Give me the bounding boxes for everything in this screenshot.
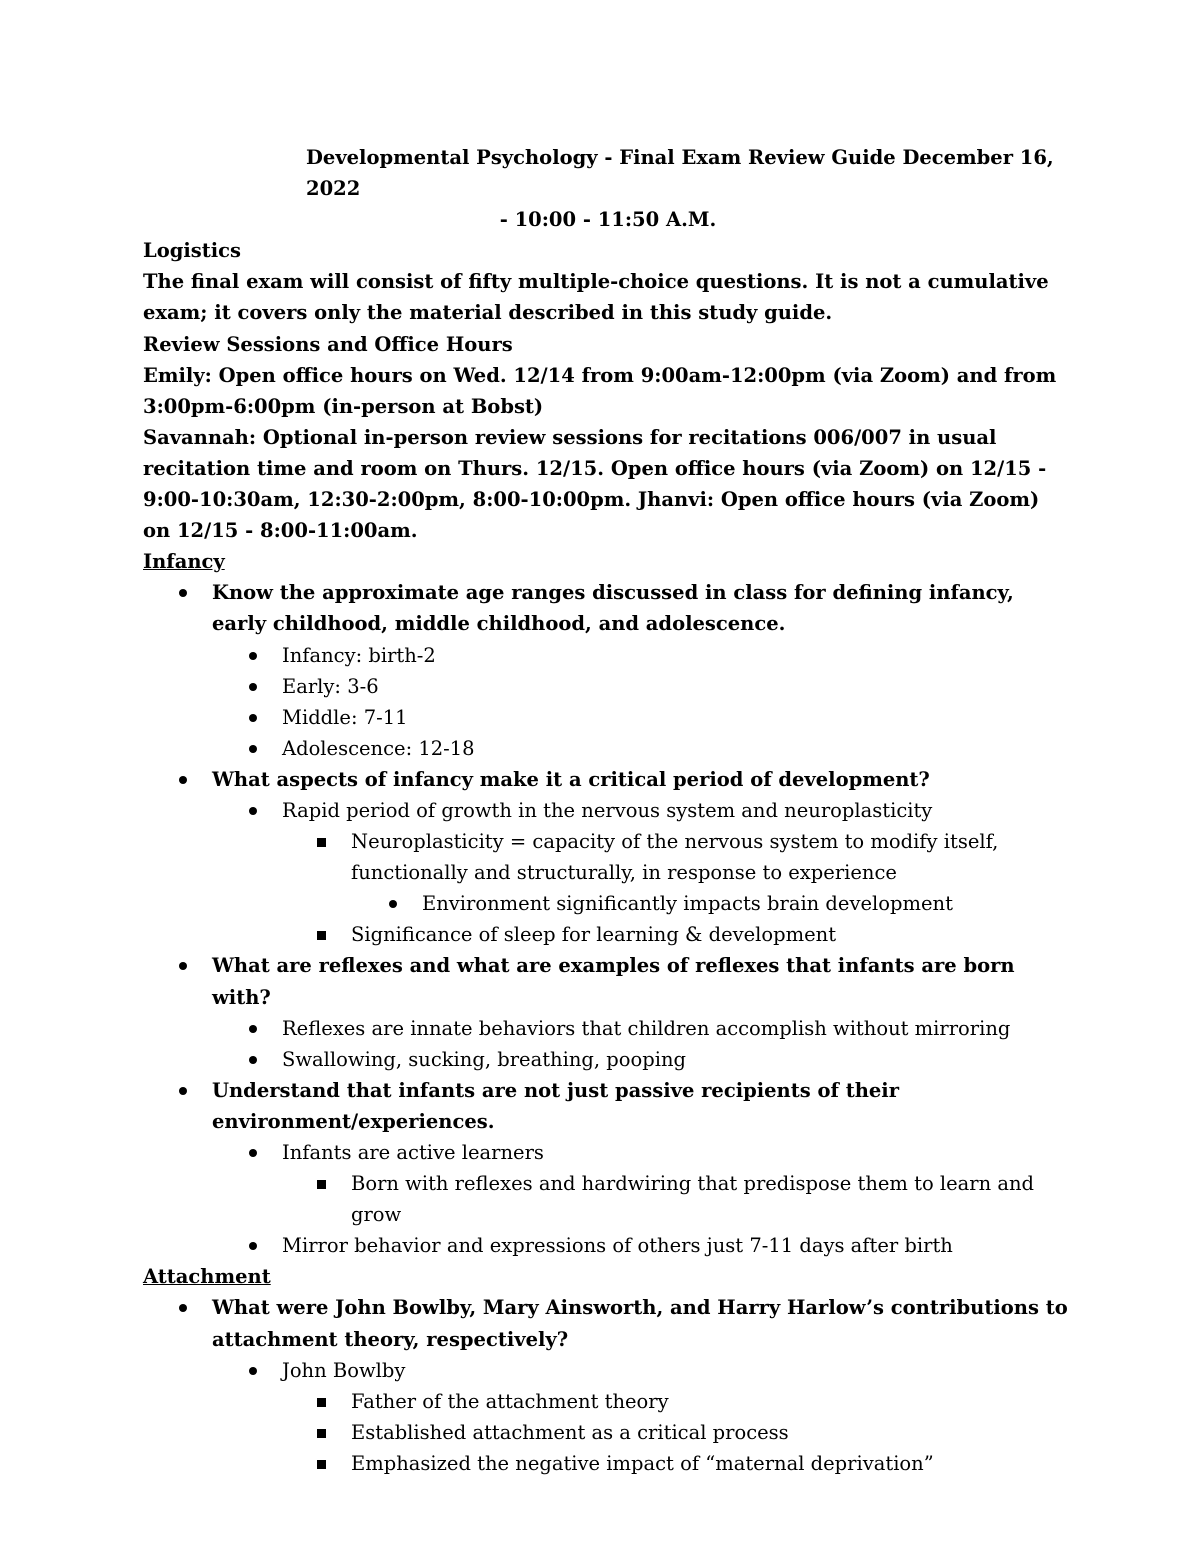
list-item xyxy=(212,1230,1073,1261)
document-title: Developmental Psychology - Final Exam Review Guide December 16, 2022 xyxy=(306,146,1054,201)
attachment-list xyxy=(143,1292,1073,1479)
list-item xyxy=(282,919,1073,950)
bullet-icon xyxy=(249,1149,257,1157)
bullet-icon xyxy=(249,683,257,691)
bullet-icon xyxy=(179,776,187,784)
bullet-icon xyxy=(249,1025,257,1033)
environment-impact-item: Environment significantly impacts brain development xyxy=(422,892,953,916)
list-item xyxy=(212,733,1073,764)
bowlby-contribution: Established attachment as a critical process xyxy=(351,1420,789,1444)
emily-office-hours: Emily: Open office hours on Wed. 12/14 from 9:00am-12:00pm (via Zoom) and from 3:00pm-6:00pm (in-person at Bobst) xyxy=(143,363,1057,418)
list-item xyxy=(212,1355,1073,1479)
list-item xyxy=(212,702,1073,733)
list-item xyxy=(351,888,1073,919)
list-item xyxy=(212,1137,1073,1230)
active-learners-item: Infants are active learners xyxy=(282,1141,544,1164)
list-item xyxy=(143,950,1073,1074)
document-body xyxy=(143,142,1073,1479)
infancy-list xyxy=(143,577,1073,1261)
bullet-icon xyxy=(249,1242,257,1250)
active-learners-list xyxy=(212,1137,1073,1261)
list-item xyxy=(212,640,1073,671)
square-bullet-icon xyxy=(317,838,326,847)
logistics-heading: Logistics xyxy=(143,239,242,263)
list-item xyxy=(143,577,1073,764)
review-sessions-heading: Review Sessions and Office Hours xyxy=(143,332,513,356)
bullet-icon xyxy=(389,900,397,908)
bowlby-item: John Bowlby xyxy=(282,1358,406,1382)
bowlby-contributions-list xyxy=(282,1386,1073,1479)
bullet-icon xyxy=(179,1087,187,1095)
list-item xyxy=(212,795,1073,950)
age-ranges-list xyxy=(212,640,1073,764)
list-item xyxy=(282,1448,1073,1479)
question-attachment-theory: What were John Bowlby, Mary Ainsworth, and Harry Harlow’s contributions to attachment theory, respectively? xyxy=(212,1296,1068,1351)
list-item xyxy=(212,671,1073,702)
age-range-early: Early: 3-6 xyxy=(282,674,379,698)
bowlby-contribution: Emphasized the negative impact of “maternal deprivation” xyxy=(351,1451,934,1475)
list-item xyxy=(143,764,1073,951)
attachment-heading: Attachment xyxy=(143,1265,271,1289)
hardwiring-item: Born with reflexes and hardwiring that predispose them to learn and grow xyxy=(351,1172,1035,1227)
exam-description: The final exam will consist of fifty multiple-choice questions. It is not a cumulative exam; it covers only the material described in this study guide. xyxy=(143,270,1049,325)
age-range-infancy: Infancy: birth-2 xyxy=(282,643,436,667)
bullet-icon xyxy=(249,807,257,815)
list-item xyxy=(212,1013,1073,1044)
bullet-icon xyxy=(249,652,257,660)
list-item xyxy=(282,1417,1073,1448)
theorists-list xyxy=(212,1355,1073,1479)
reflexes-examples: Swallowing, sucking, breathing, pooping xyxy=(282,1047,686,1071)
mirror-behavior-item: Mirror behavior and expressions of others just 7-11 days after birth xyxy=(282,1234,953,1258)
document-title-time: - 10:00 - 11:50 A.M. xyxy=(499,208,717,232)
environment-list xyxy=(351,888,1073,919)
critical-period-list xyxy=(212,795,1073,950)
question-age-ranges: Know the approximate age ranges discussed in class for defining infancy, early childhood, middle childhood, and adolescence. xyxy=(212,581,1014,636)
reflexes-definition: Reflexes are innate behaviors that children accomplish without mirroring xyxy=(282,1016,1011,1040)
neuroplasticity-definition: Neuroplasticity = capacity of the nervous system to modify itself, functionally and structurally, in response to experience xyxy=(351,830,999,885)
list-item xyxy=(212,1044,1073,1075)
age-range-middle: Middle: 7-11 xyxy=(282,705,408,729)
list-item xyxy=(282,1386,1073,1417)
bullet-icon xyxy=(249,714,257,722)
question-reflexes: What are reflexes and what are examples of reflexes that infants are born with? xyxy=(212,954,1015,1009)
square-bullet-icon xyxy=(317,1460,326,1469)
list-item xyxy=(282,826,1073,919)
bullet-icon xyxy=(249,1056,257,1064)
neuroplasticity-list xyxy=(282,826,1073,950)
reflexes-list xyxy=(212,1013,1073,1075)
list-item xyxy=(282,1168,1073,1230)
square-bullet-icon xyxy=(317,1180,326,1189)
infancy-heading: Infancy xyxy=(143,550,225,574)
age-range-adolescence: Adolescence: 12-18 xyxy=(282,736,475,760)
list-item xyxy=(143,1075,1073,1262)
rapid-growth-item: Rapid period of growth in the nervous system and neuroplasticity xyxy=(282,798,933,822)
savannah-jhanvi-office-hours: Savannah: Optional in-person review sessions for recitations 006/007 in usual recitation time and room on Thurs. 12/15. Open office hours (via Zoom) on 12/15 - 9:00-10:30am, 12:30-2:00pm, 8:00-10:00pm. Jhanvi: Open office hours (via Zoom) on 12/15 - 8:00-11:00am. xyxy=(143,425,1047,543)
question-critical-period: What aspects of infancy make it a critical period of development? xyxy=(212,767,930,791)
bullet-icon xyxy=(249,745,257,753)
bullet-icon xyxy=(179,589,187,597)
bullet-icon xyxy=(249,1367,257,1375)
square-bullet-icon xyxy=(317,1429,326,1438)
bowlby-contribution: Father of the attachment theory xyxy=(351,1389,669,1413)
square-bullet-icon xyxy=(317,931,326,940)
question-active-learners: Understand that infants are not just passive recipients of their environment/experiences. xyxy=(212,1078,899,1133)
sleep-significance-item: Significance of sleep for learning & development xyxy=(351,923,837,947)
bullet-icon xyxy=(179,1304,187,1312)
list-item xyxy=(143,1292,1073,1479)
square-bullet-icon xyxy=(317,1398,326,1407)
bullet-icon xyxy=(179,962,187,970)
hardwiring-list xyxy=(282,1168,1073,1230)
